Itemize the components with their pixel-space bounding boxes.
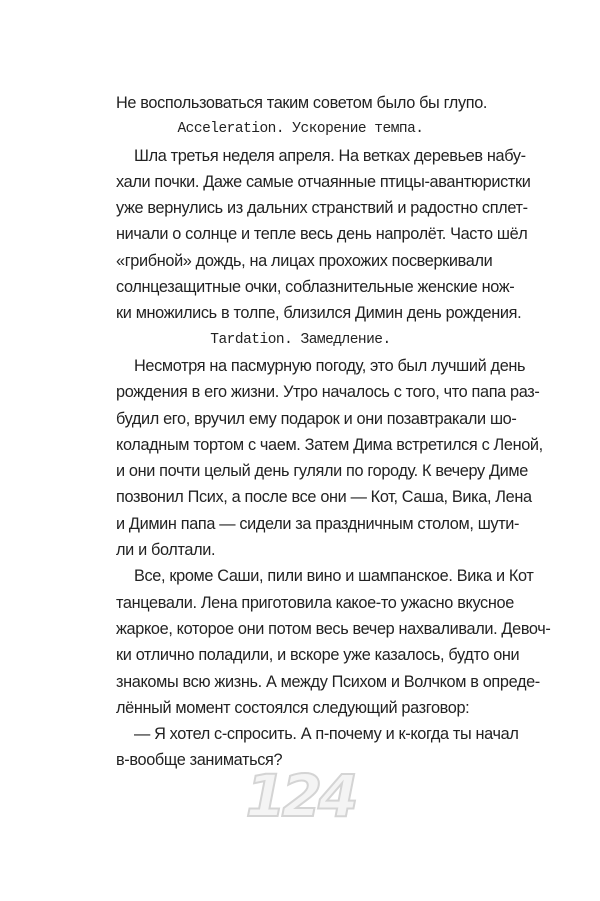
page-number: 124	[245, 762, 355, 830]
text-line: знакомы всю жизнь. А между Психом и Волчком в опреде-	[116, 672, 540, 691]
text-line: лённый момент состоялся следующий разговор:	[116, 698, 470, 717]
text-line: «грибной» дождь, на лицах прохожих посверкивали	[116, 251, 493, 270]
text-line: уже вернулись из дальних странствий и радостно сплет-	[116, 199, 528, 218]
paragraph-first-line: Все, кроме Саши, пили вино и шампанское. Вика и Кот	[134, 567, 534, 586]
page-body	[116, 90, 551, 774]
text-line: позвонил Псих, а после все они — Кот, Саша, Вика, Лена	[116, 488, 532, 507]
text-line: и Димин папа — сидели за праздничным столом, шути-	[116, 514, 520, 533]
section-heading: Acceleration. Ускорение темпа.	[177, 121, 424, 138]
text-line: будил его, вручил ему подарок и они позавтракали шо-	[116, 409, 517, 428]
text-line: танцевали. Лена приготовила какое-то ужасно вкусное	[116, 593, 514, 612]
text-line: солнцезащитные очки, соблазнительные женские нож-	[116, 278, 515, 297]
paragraph-first-line: Шла третья неделя апреля. На ветках деревьев набу-	[134, 146, 526, 165]
paragraph-first-line: Несмотря на пасмурную погоду, это был лучший день	[134, 356, 526, 375]
text-line: коладным тортом с чаем. Затем Дима встретился с Леной,	[116, 435, 543, 454]
text-line: рождения в его жизни. Утро началось с того, что папа раз-	[116, 383, 540, 402]
text-line: ничали о солнце и тепле весь день напролёт. Часто шёл	[116, 225, 528, 244]
section-heading: Tardation. Замедление.	[210, 331, 391, 348]
text-line: в-вообще заниматься?	[116, 751, 283, 770]
text-line: ки отлично поладили, и вскоре уже казалось, будто они	[116, 646, 520, 665]
text-line: ли и болтали.	[116, 541, 216, 560]
text-line: хали почки. Даже самые отчаянные птицы-авантюристки	[116, 172, 531, 191]
text-line: ки множились в толпе, близился Димин день рождения.	[116, 304, 522, 323]
text-line: и они почти целый день гуляли по городу. К вечеру Диме	[116, 462, 528, 481]
paragraph-first-line: — Я хотел с-спросить. А п-почему и к-когда ты начал	[134, 725, 519, 744]
text-line: жаркое, которое они потом весь вечер нахваливали. Девоч-	[116, 619, 551, 638]
text-line: Не воспользоваться таким советом было бы глупо.	[116, 94, 488, 112]
